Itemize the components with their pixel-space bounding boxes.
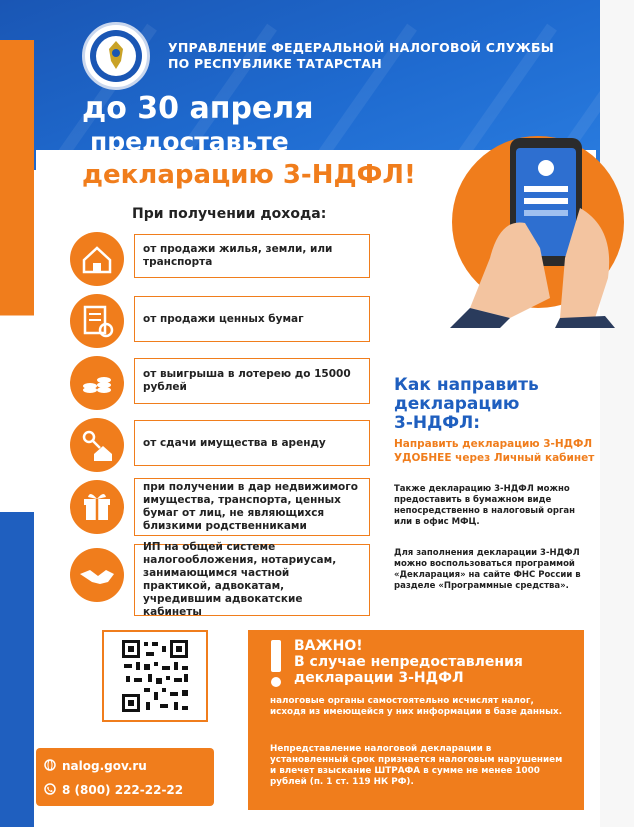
important-title-line: декларации 3-НДФЛ (294, 670, 464, 686)
phone-in-hands-icon (430, 128, 630, 328)
warning-icon (268, 640, 284, 692)
securities-icon (70, 294, 124, 348)
howto-subtitle-line: УДОБНЕЕ через Личный кабинет (394, 452, 595, 464)
howto-subtitle (394, 437, 594, 465)
howto-title-line: 3-НДФЛ: (394, 413, 481, 433)
declaration-heading: декларацию 3-НДФЛ! (82, 160, 416, 190)
coins-icon (70, 356, 124, 410)
deadline-heading: до 30 апреля (82, 91, 314, 126)
income-item (134, 234, 370, 278)
globe-icon (44, 756, 56, 775)
howto-paragraph-program: Для заполнения декларации 3-НДФЛ можно воспользоваться программой «Декларация» на сайте ФНС России в разделе «Программные средства». (394, 548, 581, 591)
income-item-text: от продажи жилья, земли, или транспорта (143, 243, 333, 268)
right-margin (600, 0, 634, 827)
howto-title-line: декларацию (394, 394, 520, 414)
org-line-1: УПРАВЛЕНИЕ ФЕДЕРАЛЬНОЙ НАЛОГОВОЙ СЛУЖБЫ (168, 40, 554, 55)
org-line-2: ПО РЕСПУБЛИКЕ ТАТАРСТАН (168, 56, 382, 71)
howto-subtitle-line: Направить декларацию 3-НДФЛ (394, 438, 593, 450)
howto-paragraph-paper: Также декларацию 3-НДФЛ можно предоставить в бумажном виде непосредственно в налоговый орган или в офис МФЦ. (394, 484, 576, 527)
income-item-text: ИП на общей системе налогообложения, нотариусам, занимающимся частной практикой, адвокатам, учредившим адвокатские кабинеты (143, 541, 337, 618)
phone-link[interactable] (44, 780, 183, 799)
income-item (134, 541, 370, 618)
qr-code-frame (102, 630, 208, 722)
howto-title (394, 376, 539, 433)
qr-code[interactable] (104, 632, 206, 720)
organization-name (168, 40, 554, 72)
important-title-line: В случае непредоставления (294, 654, 523, 670)
handshake-icon (70, 548, 124, 602)
income-section-title: При получении дохода: (132, 206, 327, 222)
left-accent-bar (0, 40, 34, 827)
site-link[interactable] (44, 756, 147, 775)
fns-emblem-icon (82, 22, 150, 90)
income-item-text: от сдачи имущества в аренду (143, 436, 326, 449)
income-item (134, 420, 370, 466)
income-item-text: при получении в дар недвижимого имущества, транспорта, ценных бумаг от лиц, не являющихся близкими родственниками (143, 481, 358, 532)
important-text-2: Непредставление налоговой декларации в установленный срок признается налоговым нарушением и влечет взыскание ШТРАФА в сумме не менее 1000 рублей (п. 1 ст. 119 НК РФ). (270, 744, 563, 787)
income-item-text: от продажи ценных бумаг (143, 312, 304, 325)
income-item (134, 478, 370, 536)
phone-text: 8 (800) 222-22-22 (62, 782, 184, 797)
howto-title-line: Как направить (394, 375, 539, 395)
income-item (134, 296, 370, 342)
important-title (294, 638, 523, 686)
important-title-line: ВАЖНО! (294, 638, 363, 654)
key-house-icon (70, 418, 124, 472)
contacts-block (36, 748, 214, 806)
site-text: nalog.gov.ru (62, 758, 147, 773)
gift-icon (70, 480, 124, 534)
action-heading: предоставьте (90, 127, 289, 156)
income-item (134, 358, 370, 404)
important-text-1: налоговые органы самостоятельно исчислят налог, исходя из имеющейся у них информации в базе данных. (270, 696, 563, 717)
important-block (248, 630, 584, 810)
phone-icon (44, 780, 56, 799)
income-item-text: от выигрыша в лотерею до 15000 рублей (143, 368, 351, 393)
house-icon (70, 232, 124, 286)
